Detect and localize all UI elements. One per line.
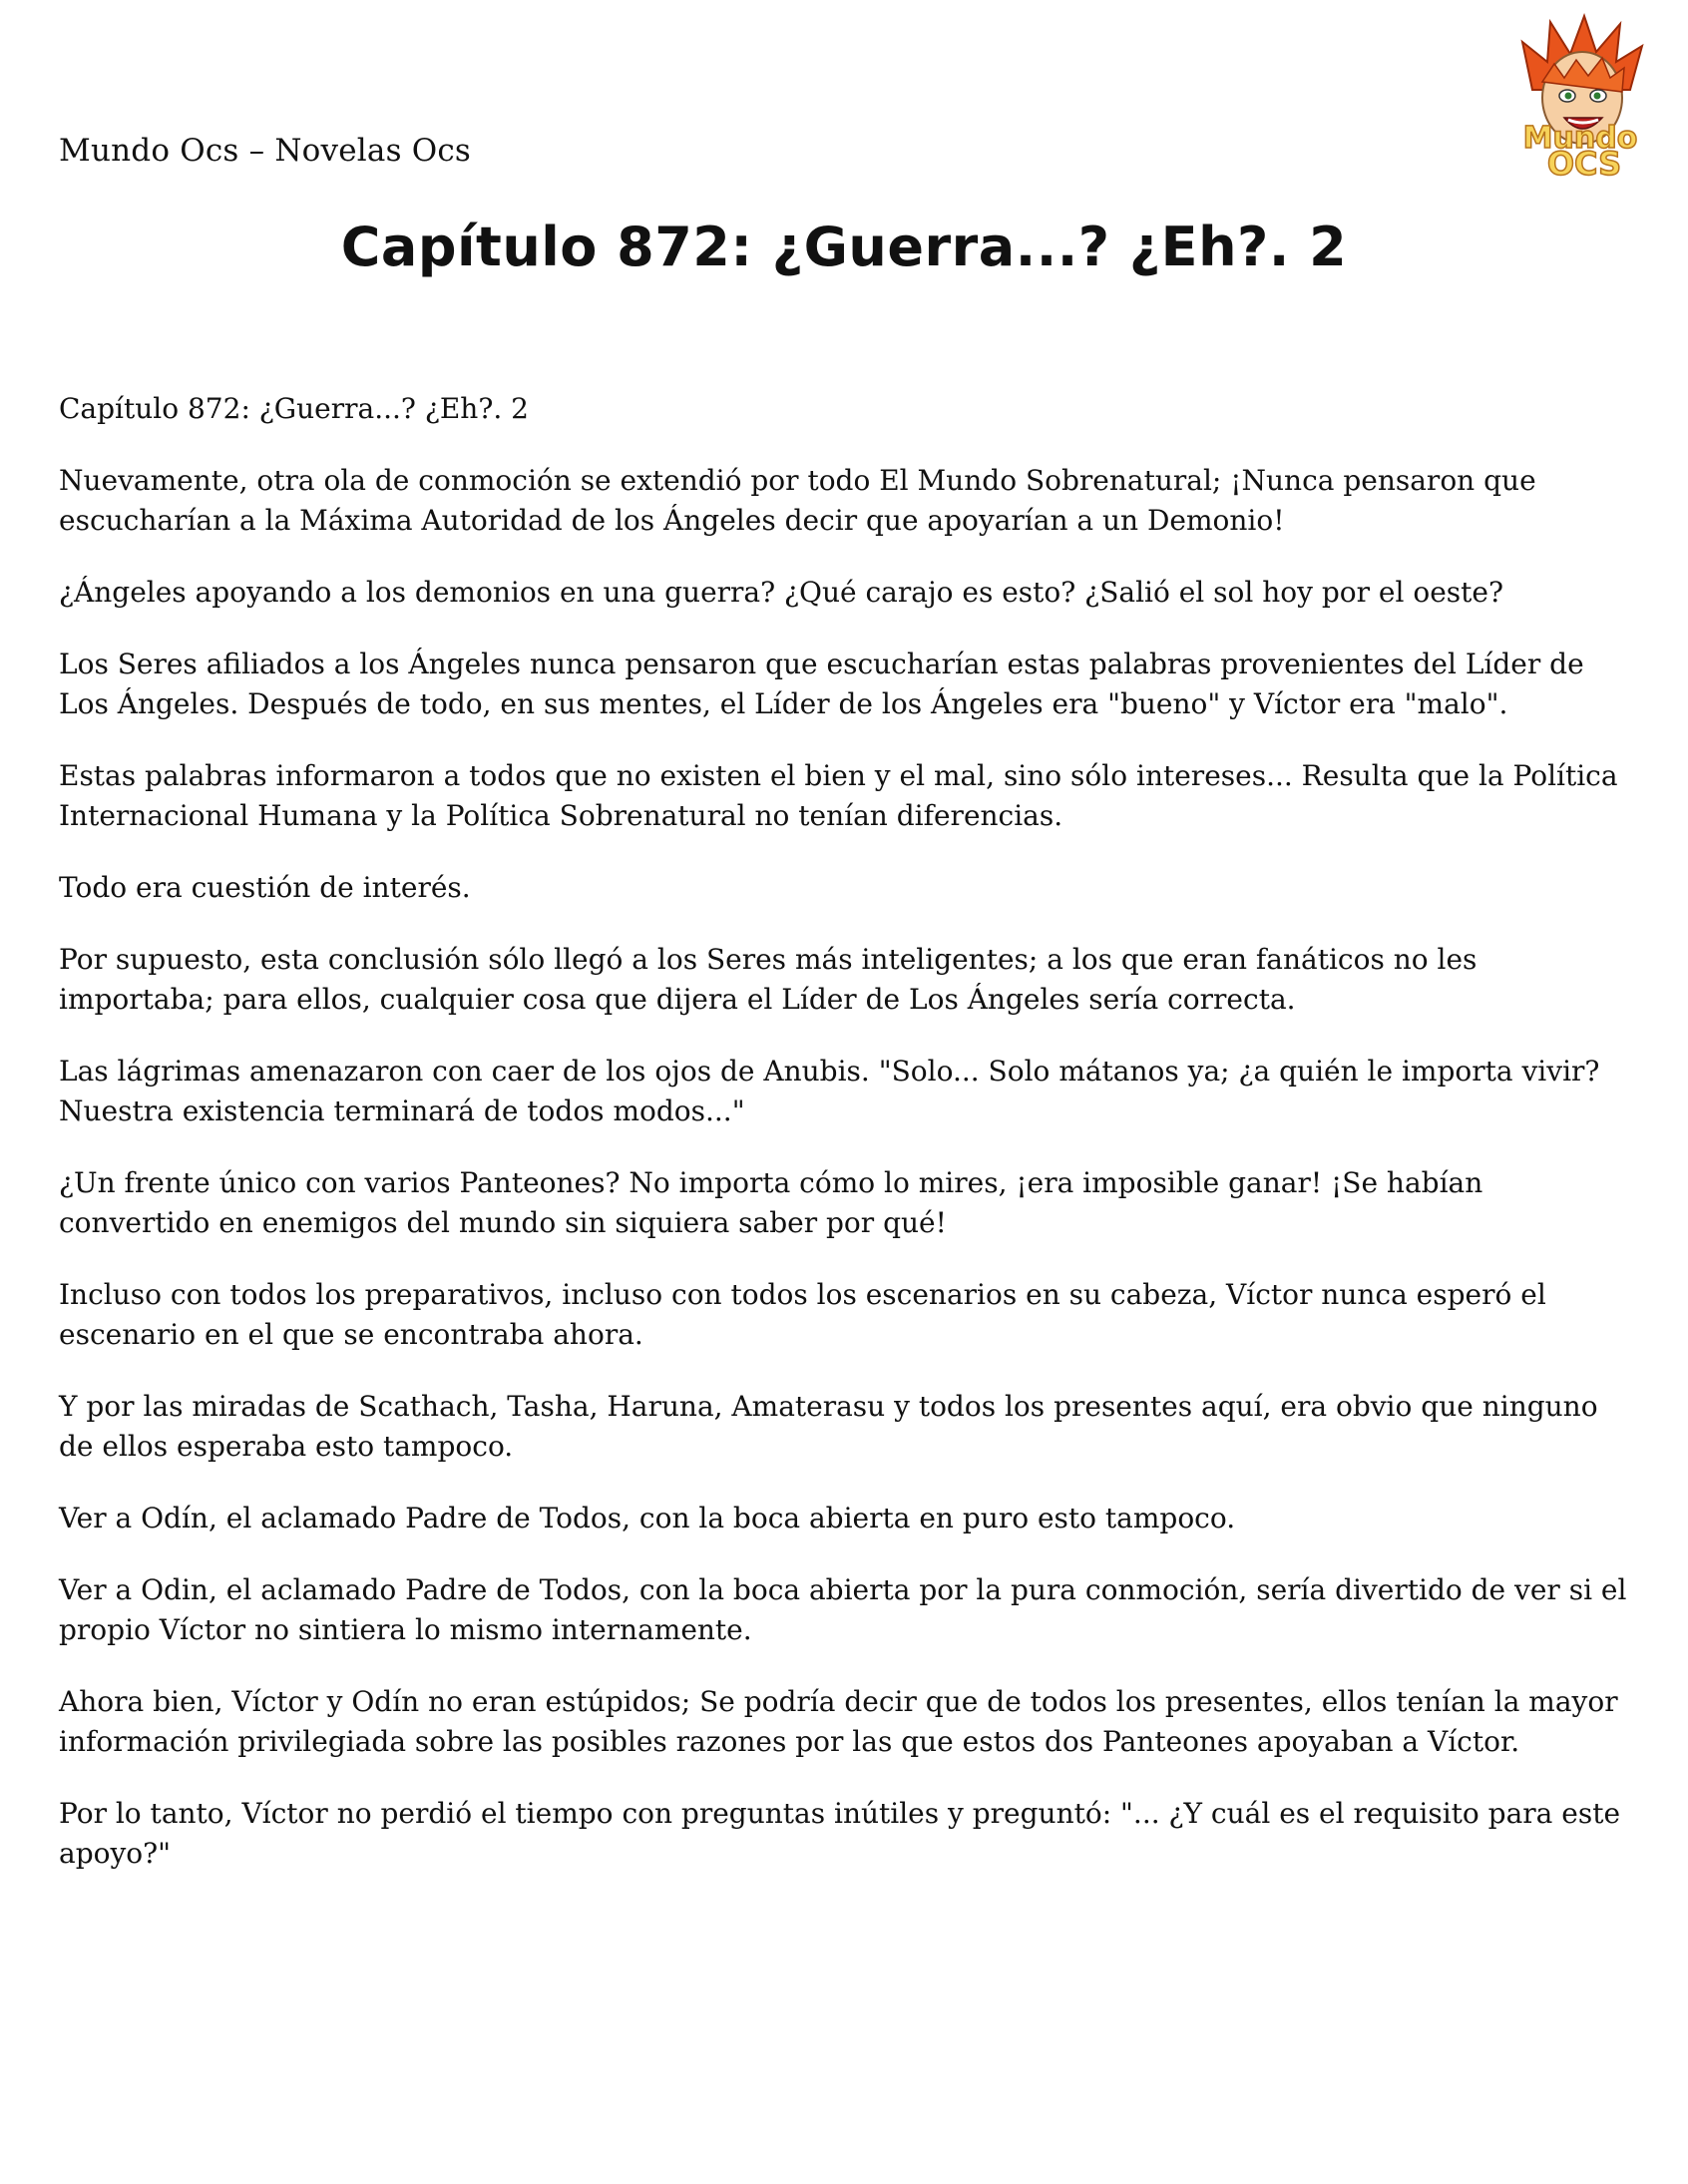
paragraph: Y por las miradas de Scathach, Tasha, Haruna, Amaterasu y todos los presentes aquí, era obvio que ninguno de ellos esperaba esto tampoco. — [59, 1390, 1598, 1463]
paragraph: Capítulo 872: ¿Guerra...? ¿Eh?. 2 — [59, 392, 529, 425]
paragraph: Los Seres afiliados a los Ángeles nunca pensaron que escucharían estas palabras provenientes del Líder de Los Ángeles. Después de todo, en sus mentes, el Líder de los Ángeles era "bueno" y Víctor era "malo". — [59, 648, 1584, 720]
paragraph: Las lágrimas amenazaron con caer de los ojos de Anubis. "Solo... Solo mátanos ya; ¿a quién le importa vivir? Nuestra existencia terminará de todos modos..." — [59, 1055, 1600, 1127]
logo-text-ocs: OCS — [1546, 145, 1622, 182]
paragraph: Todo era cuestión de interés. — [59, 871, 471, 904]
paragraph: Ver a Odin, el aclamado Padre de Todos, con la boca abierta por la pura conmoción, sería divertido de ver si el propio Víctor no sintiera lo mismo internamente. — [59, 1573, 1627, 1646]
paragraph: Nuevamente, otra ola de conmoción se extendió por todo El Mundo Sobrenatural; ¡Nunca pensaron que escucharían a la Máxima Autoridad de los Ángeles decir que apoyarían a un Demonio! — [59, 464, 1536, 537]
paragraph: Ver a Odín, el aclamado Padre de Todos, con la boca abierta en puro esto tampoco. — [59, 1502, 1236, 1534]
chapter-body — [59, 389, 1635, 1906]
chapter-title: Capítulo 872: ¿Guerra...? ¿Eh?. 2 — [340, 216, 1348, 278]
mundo-ocs-logo-icon — [1492, 12, 1668, 182]
site-header-label: Mundo Ocs – Novelas Ocs — [59, 133, 472, 169]
paragraph: Ahora bien, Víctor y Odín no eran estúpidos; Se podría decir que de todos los presentes, ellos tenían la mayor información privilegiada sobre las posibles razones por las que estos dos Panteones apoyaban a Víctor. — [59, 1685, 1618, 1758]
paragraph: Por supuesto, esta conclusión sólo llegó a los Seres más inteligentes; a los que eran fanáticos no les importaba; para ellos, cualquier cosa que dijera el Líder de Los Ángeles sería correcta. — [59, 943, 1477, 1016]
paragraph: ¿Ángeles apoyando a los demonios en una guerra? ¿Qué carajo es esto? ¿Salió el sol hoy por el oeste? — [59, 576, 1503, 609]
paragraph: ¿Un frente único con varios Panteones? No importa cómo lo mires, ¡era imposible ganar! ¡Se habían convertido en enemigos del mundo sin siquiera saber por qué! — [59, 1166, 1483, 1239]
paragraph: Por lo tanto, Víctor no perdió el tiempo con preguntas inútiles y preguntó: "... ¿Y cuál es el requisito para este apoyo?" — [59, 1797, 1621, 1870]
paragraph: Estas palabras informaron a todos que no existen el bien y el mal, sino sólo intereses... Resulta que la Política Internacional Humana y la Política Sobrenatural no tenían diferencias. — [59, 759, 1618, 832]
logo-text-mundo: Mundo — [1522, 121, 1638, 156]
paragraph: Incluso con todos los preparativos, incluso con todos los escenarios en su cabeza, Víctor nunca esperó el escenario en el que se encontraba ahora. — [59, 1278, 1546, 1351]
